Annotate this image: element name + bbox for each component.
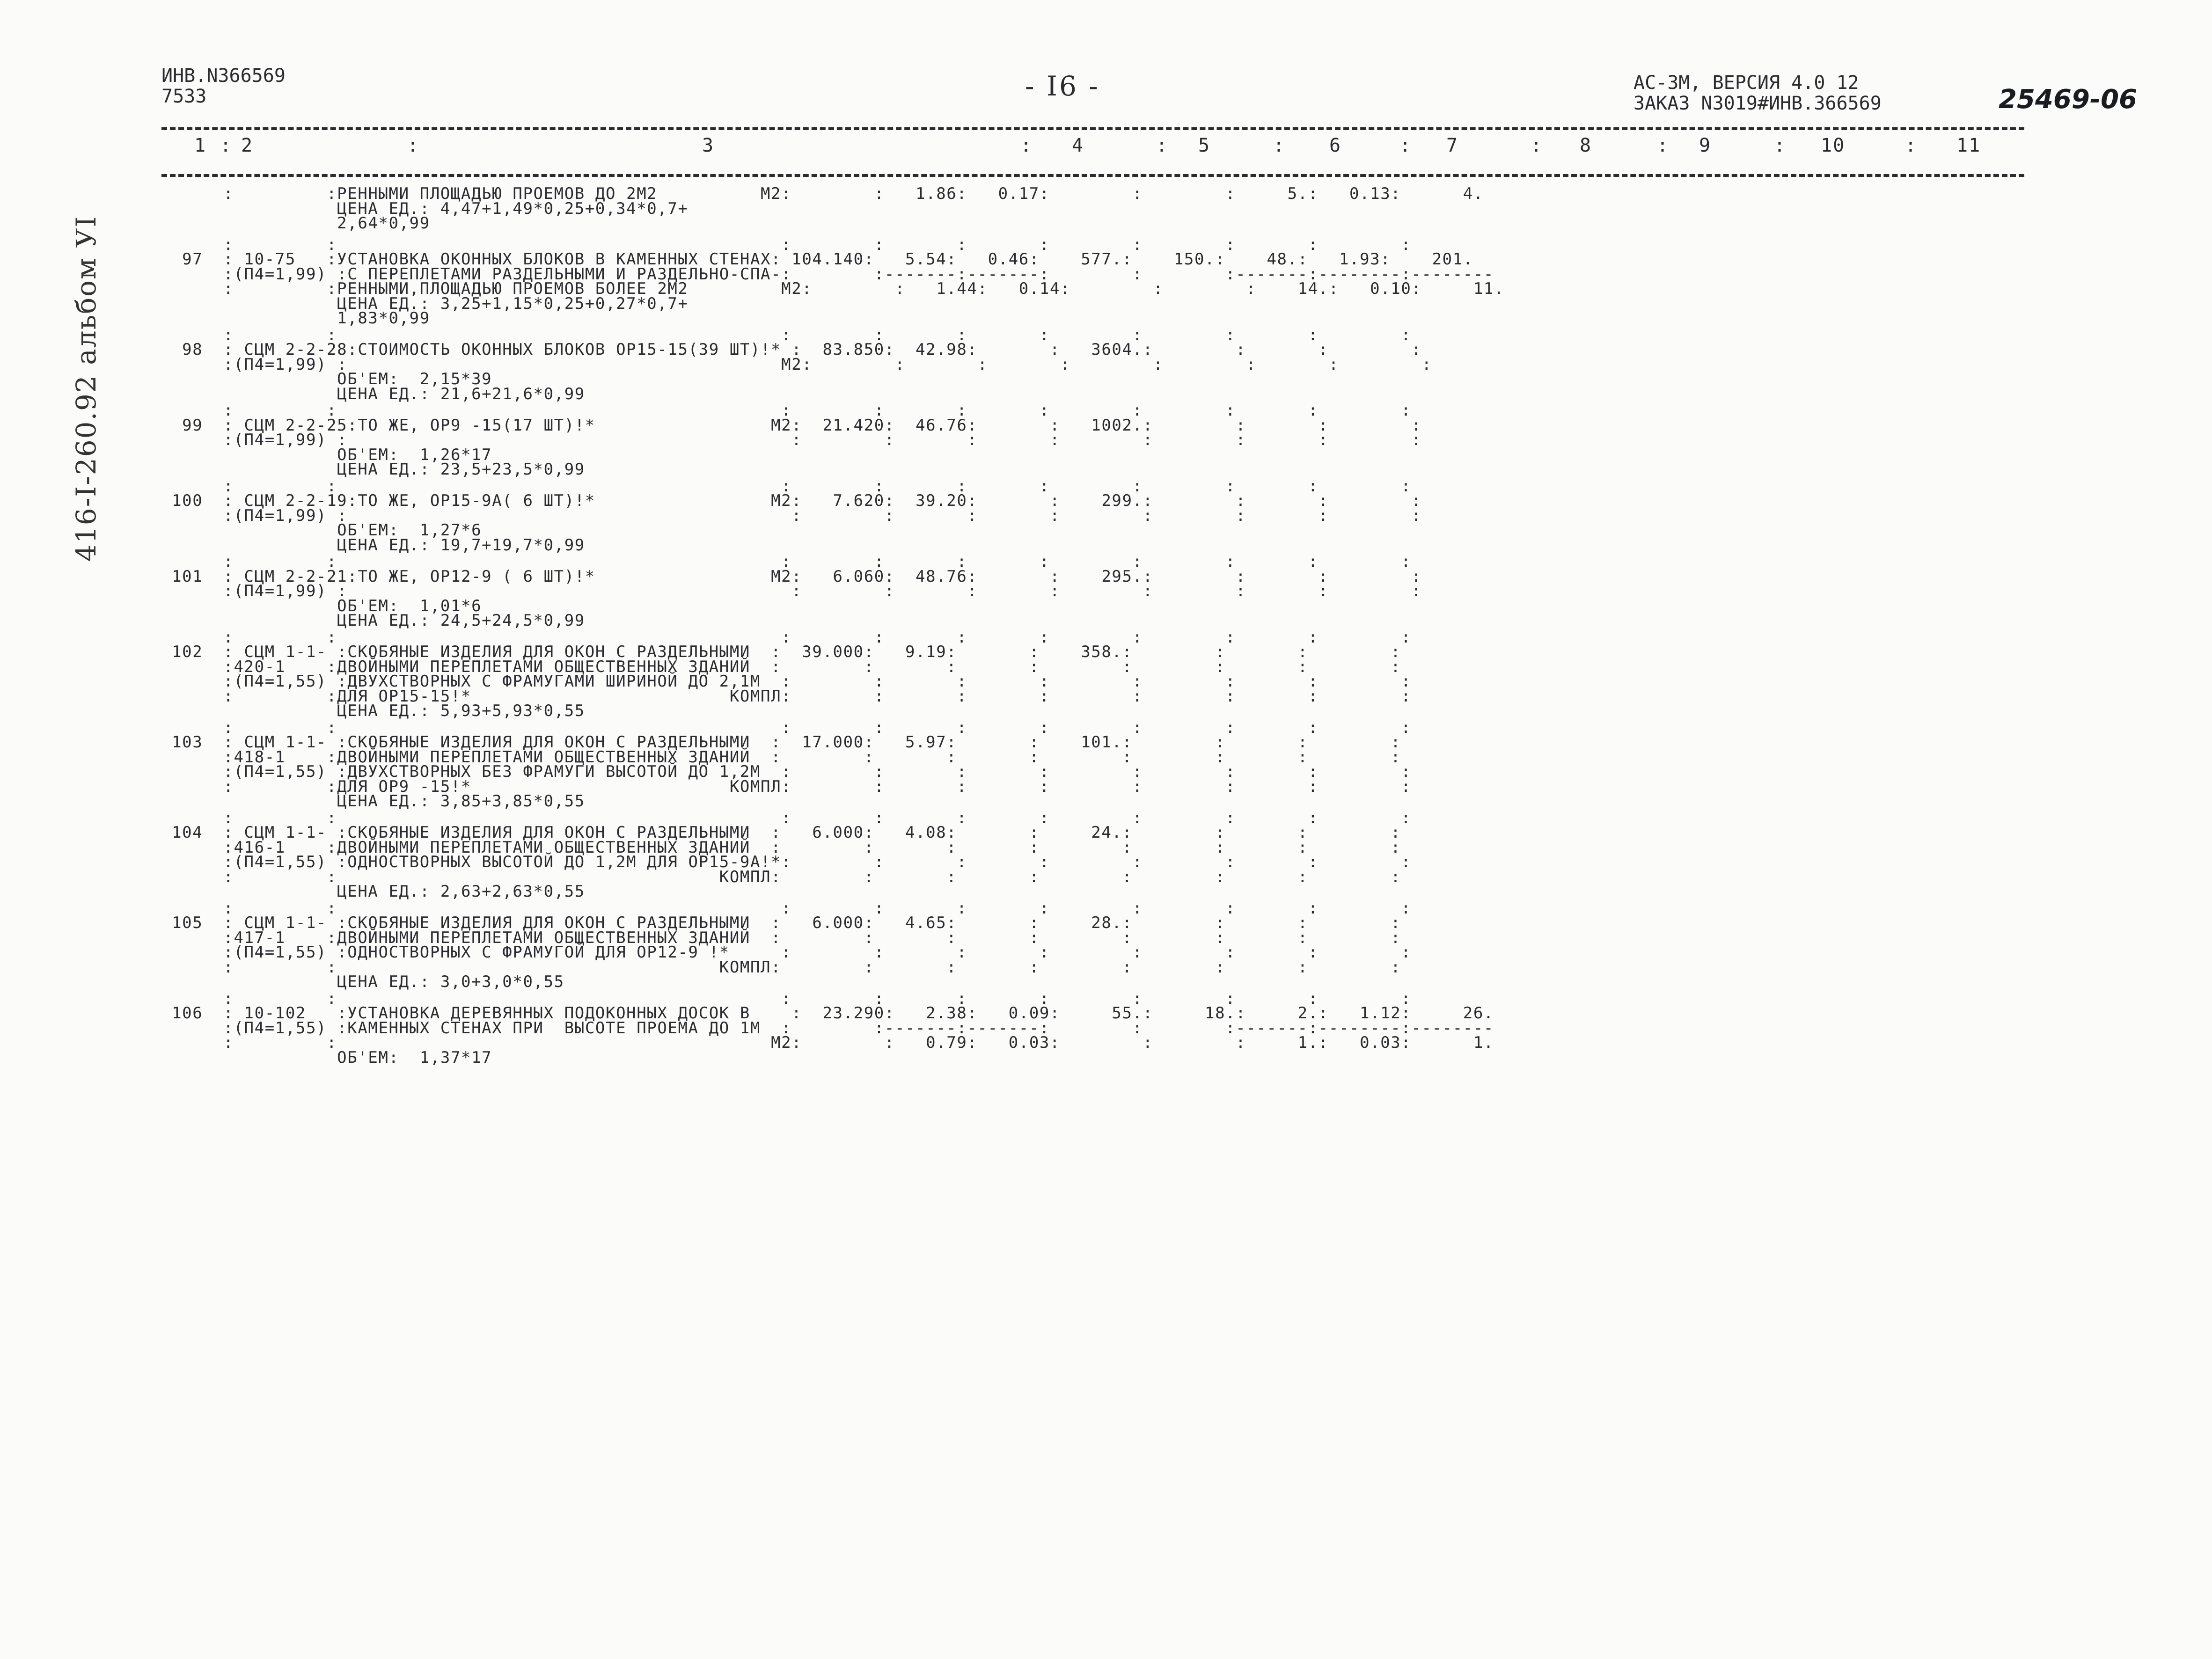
system-version: АС-3М, ВЕРСИЯ 4.0 12 (1633, 72, 1859, 94)
table-line: ЦЕНА ЕД.: 5,93+5,93*0,55 (161, 702, 585, 720)
table-line: :(П4=1,99) : М2: : : : : : : : (161, 355, 1432, 374)
table-line: 97 : 10-75 :УСТАНОВКА ОКОННЫХ БЛОКОВ В КАМЕННЫХ СТЕНАХ: 104.140: 5.54: 0.46: 577.: 150.: 48.: 1.93: 201. (161, 250, 1473, 269)
column-number-10: 10 (1821, 135, 1846, 156)
column-number-11: 11 (1956, 135, 1981, 156)
table-line: ОБ'ЕМ: 2,15*39 (161, 370, 492, 388)
table-line: ЦЕНА ЕД.: 23,5+23,5*0,99 (161, 460, 585, 479)
table-line: : : : : : : : : : : (161, 476, 1412, 496)
column-separator: : (1020, 135, 1033, 156)
table-line: :(П4=1,55) :ОДНОСТВОРНЫХ ВЫСОТОЙ ДО 1,2М ДЛЯ ОР15-9А!*: : : : : : : : (161, 853, 1412, 871)
table-line: 104 : СЦМ 1-1- :СКОБЯНЫЕ ИЗДЕЛИЯ ДЛЯ ОКОН С РАЗДЕЛЬНЫМИ : 6.000: 4.08: : 24.: : : : (161, 823, 1401, 842)
table-line: : : : : : : : : : : (161, 808, 1412, 827)
table-line: ЦЕНА ЕД.: 24,5+24,5*0,99 (161, 611, 585, 630)
column-number-1: 1 (194, 135, 207, 156)
table-line: : : : : : : : : : : (161, 401, 1412, 420)
table-line: : :ДЛЯ ОР9 -15!* КОМПЛ: : : : : : : : (161, 777, 1412, 796)
column-separator: : (1399, 135, 1412, 156)
column-separator: : (220, 135, 233, 156)
inventory-line-2: 7533 (161, 86, 207, 107)
table-line: : : КОМПЛ: : : : : : : : (161, 867, 1401, 886)
column-separator: : (407, 135, 420, 156)
table-line: :(П4=1,99) : : : : : : : : : (161, 506, 1422, 525)
header-rule-bottom (161, 174, 2024, 177)
table-line: : :РЕННЫМИ,ПЛОЩАДЬЮ ПРОЕМОВ БОЛЕЕ 2М2 М2: : 1.44: 0.14: : : 14.: 0.10: 11. (161, 279, 1505, 298)
table-line: ЦЕНА ЕД.: 3,85+3,85*0,55 (161, 792, 585, 811)
table-line: :(П4=1,55) :ОДНОСТВОРНЫХ С ФРАМУГОЙ ДЛЯ ОР12-9 !* : : : : : : : : (161, 943, 1412, 962)
table-line: : : : : : : : : : : (161, 718, 1412, 737)
column-number-4: 4 (1072, 135, 1084, 156)
column-separator: : (1156, 135, 1169, 156)
column-separator: : (1905, 135, 1918, 156)
column-separator: : (1273, 135, 1286, 156)
table-line: ЦЕНА ЕД.: 4,47+1,49*0,25+0,34*0,7+ (161, 199, 689, 218)
table-line: : : КОМПЛ: : : : : : : : (161, 957, 1401, 977)
table-line: 1,83*0,99 (161, 309, 430, 328)
table-line: :420-1 :ДВОЙНЫМИ ПЕРЕПЛЕТАМИ ОБЩЕСТВЕННЫХ ЗДАНИЙ : : : : : : : : (161, 657, 1401, 676)
inventory-line-1: ИНВ.N366569 (161, 65, 286, 87)
table-line: ЦЕНА ЕД.: 3,25+1,15*0,25+0,27*0,7+ (161, 294, 689, 313)
table-line: ОБ'ЕМ: 1,37*17 (161, 1048, 492, 1067)
system-info (1633, 73, 1882, 114)
column-number-5: 5 (1198, 135, 1211, 156)
table-line: 105 : СЦМ 1-1- :СКОБЯНЫЕ ИЗДЕЛИЯ ДЛЯ ОКОН С РАЗДЕЛЬНЫМИ : 6.000: 4.65: : 28.: : : : (161, 914, 1401, 932)
header-rule-top (161, 127, 2024, 130)
order-number: ЗАКАЗ N3019#ИНВ.366569 (1633, 93, 1882, 114)
column-number-7: 7 (1446, 135, 1459, 156)
table-line: ОБ'ЕМ: 1,26*17 (161, 445, 492, 464)
column-number-3: 3 (702, 135, 715, 156)
table-line: ЦЕНА ЕД.: 2,63+2,63*0,55 (161, 882, 585, 901)
column-number-8: 8 (1580, 135, 1592, 156)
table-line: : : : : : : : : : : (161, 235, 1412, 254)
table-line: :(П4=1,55) :ДВУХСТВОРНЫХ С ФРАМУГАМИ ШИРИНОЙ ДО 2,1М : : : : : : : : (161, 672, 1412, 691)
table-line: :(П4=1,99) : : : : : : : : : (161, 431, 1422, 449)
table-line: 100 : СЦМ 2-2-19:ТО ЖЕ, ОР15-9А( 6 ШТ)!* М2: 7.620: 39.20: : 299.: : : : (161, 491, 1422, 510)
table-line: ЦЕНА ЕД.: 3,0+3,0*0,55 (161, 972, 564, 991)
table-line: 99 : СЦМ 2-2-25:ТО ЖЕ, ОР9 -15(17 ШТ)!* М2: 21.420: 46.76: : 1002.: : : : (161, 416, 1422, 435)
column-separator: : (1774, 135, 1787, 156)
column-number-6: 6 (1329, 135, 1342, 156)
table-line: : :РЕННЫМИ ПЛОЩАДЬЮ ПРОЕМОВ ДО 2М2 М2: : 1.86: 0.17: : : 5.: 0.13: 4. (161, 184, 1484, 203)
table-line: :(П4=1,55) :КАМЕННЫХ СТЕНАХ ПРИ ВЫСОТЕ ПРОЕМА ДО 1М : :-------:-------: : :-------:--------:-------- (161, 1018, 1494, 1038)
table-line: ЦЕНА ЕД.: 19,7+19,7*0,99 (161, 535, 585, 555)
table-line: : : : : : : : : : : (161, 325, 1412, 344)
table-line: 106 : 10-102 :УСТАНОВКА ДЕРЕВЯННЫХ ПОДОКОННЫХ ДОСОК В : 23.290: 2.38: 0.09: 55.: 18.: 2.: 1.12: 26. (161, 1004, 1494, 1023)
page-number: - I6 - (1025, 70, 1100, 102)
table-line: :417-1 :ДВОЙНЫМИ ПЕРЕПЛЕТАМИ ОБЩЕСТВЕННЫХ ЗДАНИЙ : : : : : : : : (161, 928, 1401, 947)
table-line: 103 : СЦМ 1-1- :СКОБЯНЫЕ ИЗДЕЛИЯ ДЛЯ ОКОН С РАЗДЕЛЬНЫМИ : 17.000: 5.97: : 101.: : : : (161, 733, 1401, 752)
table-line: : : : : : : : : : : (161, 989, 1412, 1008)
table-line: :(П4=1,55) :ДВУХСТВОРНЫХ БЕЗ ФРАМУГИ ВЫСОТОЙ ДО 1,2М : : : : : : : : (161, 762, 1412, 781)
table-line: 98 : СЦМ 2-2-28:СТОИМОСТЬ ОКОННЫХ БЛОКОВ ОР15-15(39 ШТ)!* : 83.850: 42.98: : 3604.: : : : (161, 340, 1422, 359)
table-line: : : : : : : : : : : (161, 899, 1412, 918)
table-line: : : : : : : : : : : (161, 628, 1412, 647)
column-separator: : (1531, 135, 1543, 156)
table-line: : :ДЛЯ ОР15-15!* КОМПЛ: : : : : : : : (161, 687, 1412, 706)
table-line: : : М2: : 0.79: 0.03: : : 1.: 0.03: 1. (161, 1033, 1494, 1052)
table-line: :(П4=1,99) :С ПЕРЕПЛЕТАМИ РАЗДЕЛЬНЫМИ И РАЗДЕЛЬНО-СПА-: :-------:-------: : :-------:--------:-------- (161, 264, 1494, 284)
inventory-number (161, 66, 286, 107)
table-line: ОБ'ЕМ: 1,01*6 (161, 596, 482, 615)
table-line: :(П4=1,99) : : : : : : : : : (161, 582, 1422, 600)
column-separator: : (1657, 135, 1670, 156)
column-number-9: 9 (1699, 135, 1712, 156)
table-line: ОБ'ЕМ: 1,27*6 (161, 521, 482, 540)
table-line: 102 : СЦМ 1-1- :СКОБЯНЫЕ ИЗДЕЛИЯ ДЛЯ ОКОН С РАЗДЕЛЬНЫМИ : 39.000: 9.19: : 358.: : : : (161, 643, 1401, 661)
table-line: :418-1 :ДВОЙНЫМИ ПЕРЕПЛЕТАМИ ОБЩЕСТВЕННЫХ ЗДАНИЙ : : : : : : : : (161, 747, 1401, 767)
table-line: ЦЕНА ЕД.: 21,6+21,6*0,99 (161, 384, 585, 403)
table-line: : : : : : : : : : : (161, 552, 1412, 571)
table-line: :416-1 :ДВОЙНЫМИ ПЕРЕПЛЕТАМИ ОБЩЕСТВЕННЫХ ЗДАНИЙ : : : : : : : : (161, 838, 1401, 857)
table-line: 101 : СЦМ 2-2-21:ТО ЖЕ, ОР12-9 ( 6 ШТ)!* М2: 6.060: 48.76: : 295.: : : : (161, 567, 1422, 586)
column-number-2: 2 (241, 135, 254, 156)
table-line: 2,64*0,99 (161, 214, 430, 233)
side-album-label: 416-I-260.92 альбом УI (70, 215, 102, 562)
handwritten-stamp-number: 25469-06 (1999, 84, 2137, 115)
